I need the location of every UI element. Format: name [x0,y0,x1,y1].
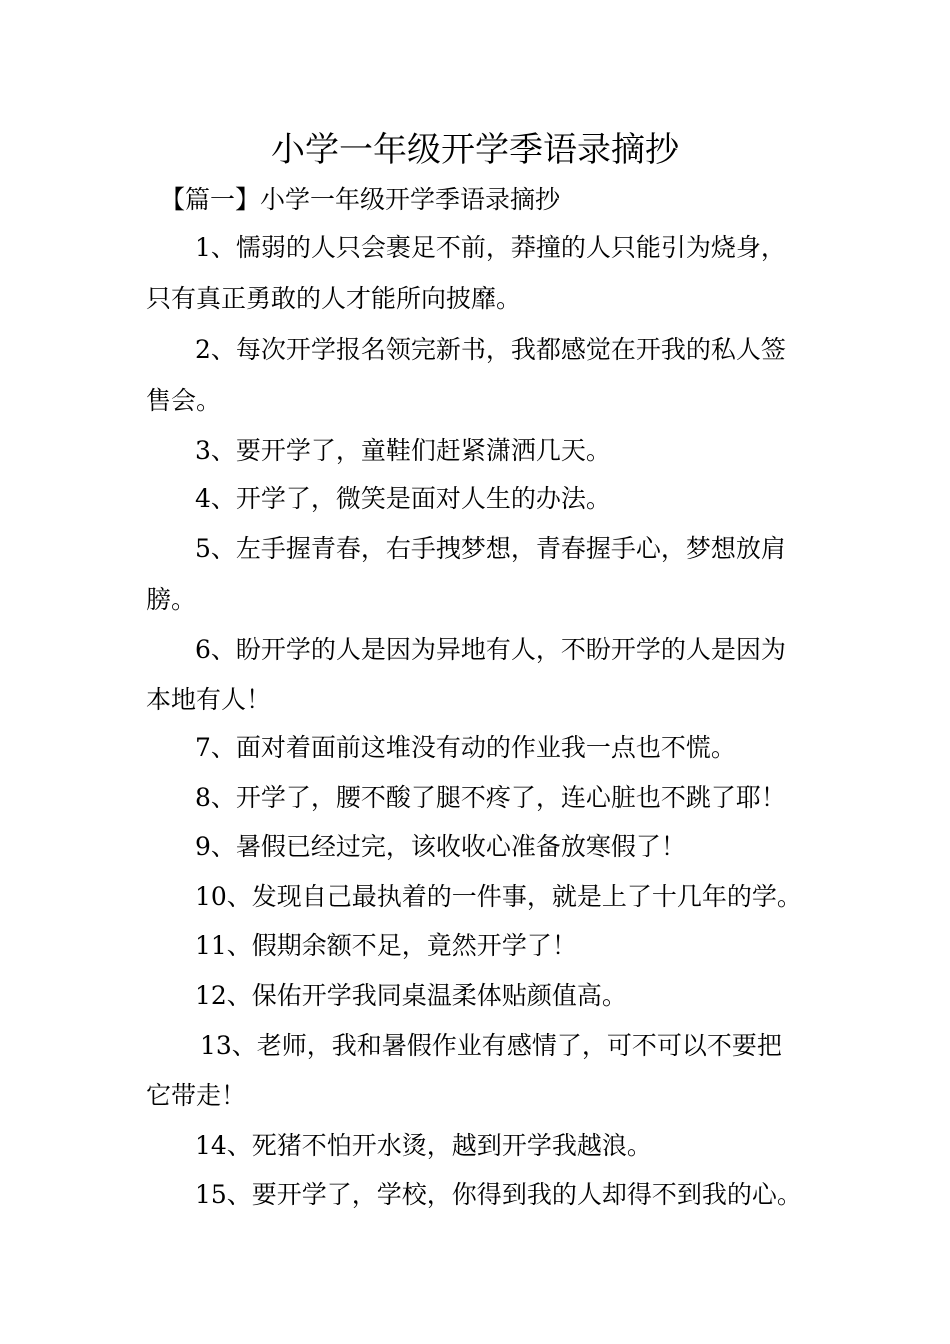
quote-line: 它带走！ [146,1081,247,1110]
quote-line: 膀。 [146,585,197,614]
quote-line: 11、假期余额不足，竟然开学了！ [195,931,577,960]
document-title: 小学一年级开学季语录摘抄 [271,130,679,170]
quote-line: 只有真正勇敢的人才能所向披靡。 [146,284,522,313]
quote-line: 7、面对着面前这堆没有动的作业我一点也不慌。 [195,733,736,762]
quote-line: 9、暑假已经过完，该收收心准备放寒假了！ [195,832,686,861]
quote-line: 2、每次开学报名领完新书，我都感觉在开我的私人签 [195,335,786,364]
quote-line: 3、要开学了，童鞋们赶紧潇洒几天。 [195,436,611,465]
quote-line: 8、开学了，腰不酸了腿不疼了，连心脏也不跳了耶！ [195,783,786,812]
quote-line: 5、左手握青春，右手拽梦想，青春握手心，梦想放肩 [195,534,786,563]
quote-line: 6、盼开学的人是因为异地有人，不盼开学的人是因为 [195,635,786,664]
quote-line: 15、要开学了，学校，你得到我的人却得不到我的心。 [195,1180,802,1209]
section-heading: 【篇一】小学一年级开学季语录摘抄 [160,185,561,214]
quote-line: 12、保佑开学我同桌温柔体贴颜值高。 [195,981,627,1010]
quote-line: 本地有人！ [146,685,272,714]
quote-line: 10、发现自己最执着的一件事，就是上了十几年的学。 [195,882,802,911]
quote-line: 1、懦弱的人只会裹足不前，莽撞的人只能引为烧身， [195,233,786,262]
quote-line: 14、死猪不怕开水烫，越到开学我越浪。 [195,1131,652,1160]
quote-line: 4、开学了，微笑是面对人生的办法。 [195,484,611,513]
quote-line: 13、老师，我和暑假作业有感情了，可不可以不要把 [200,1031,782,1060]
quote-line: 售会。 [146,386,222,415]
